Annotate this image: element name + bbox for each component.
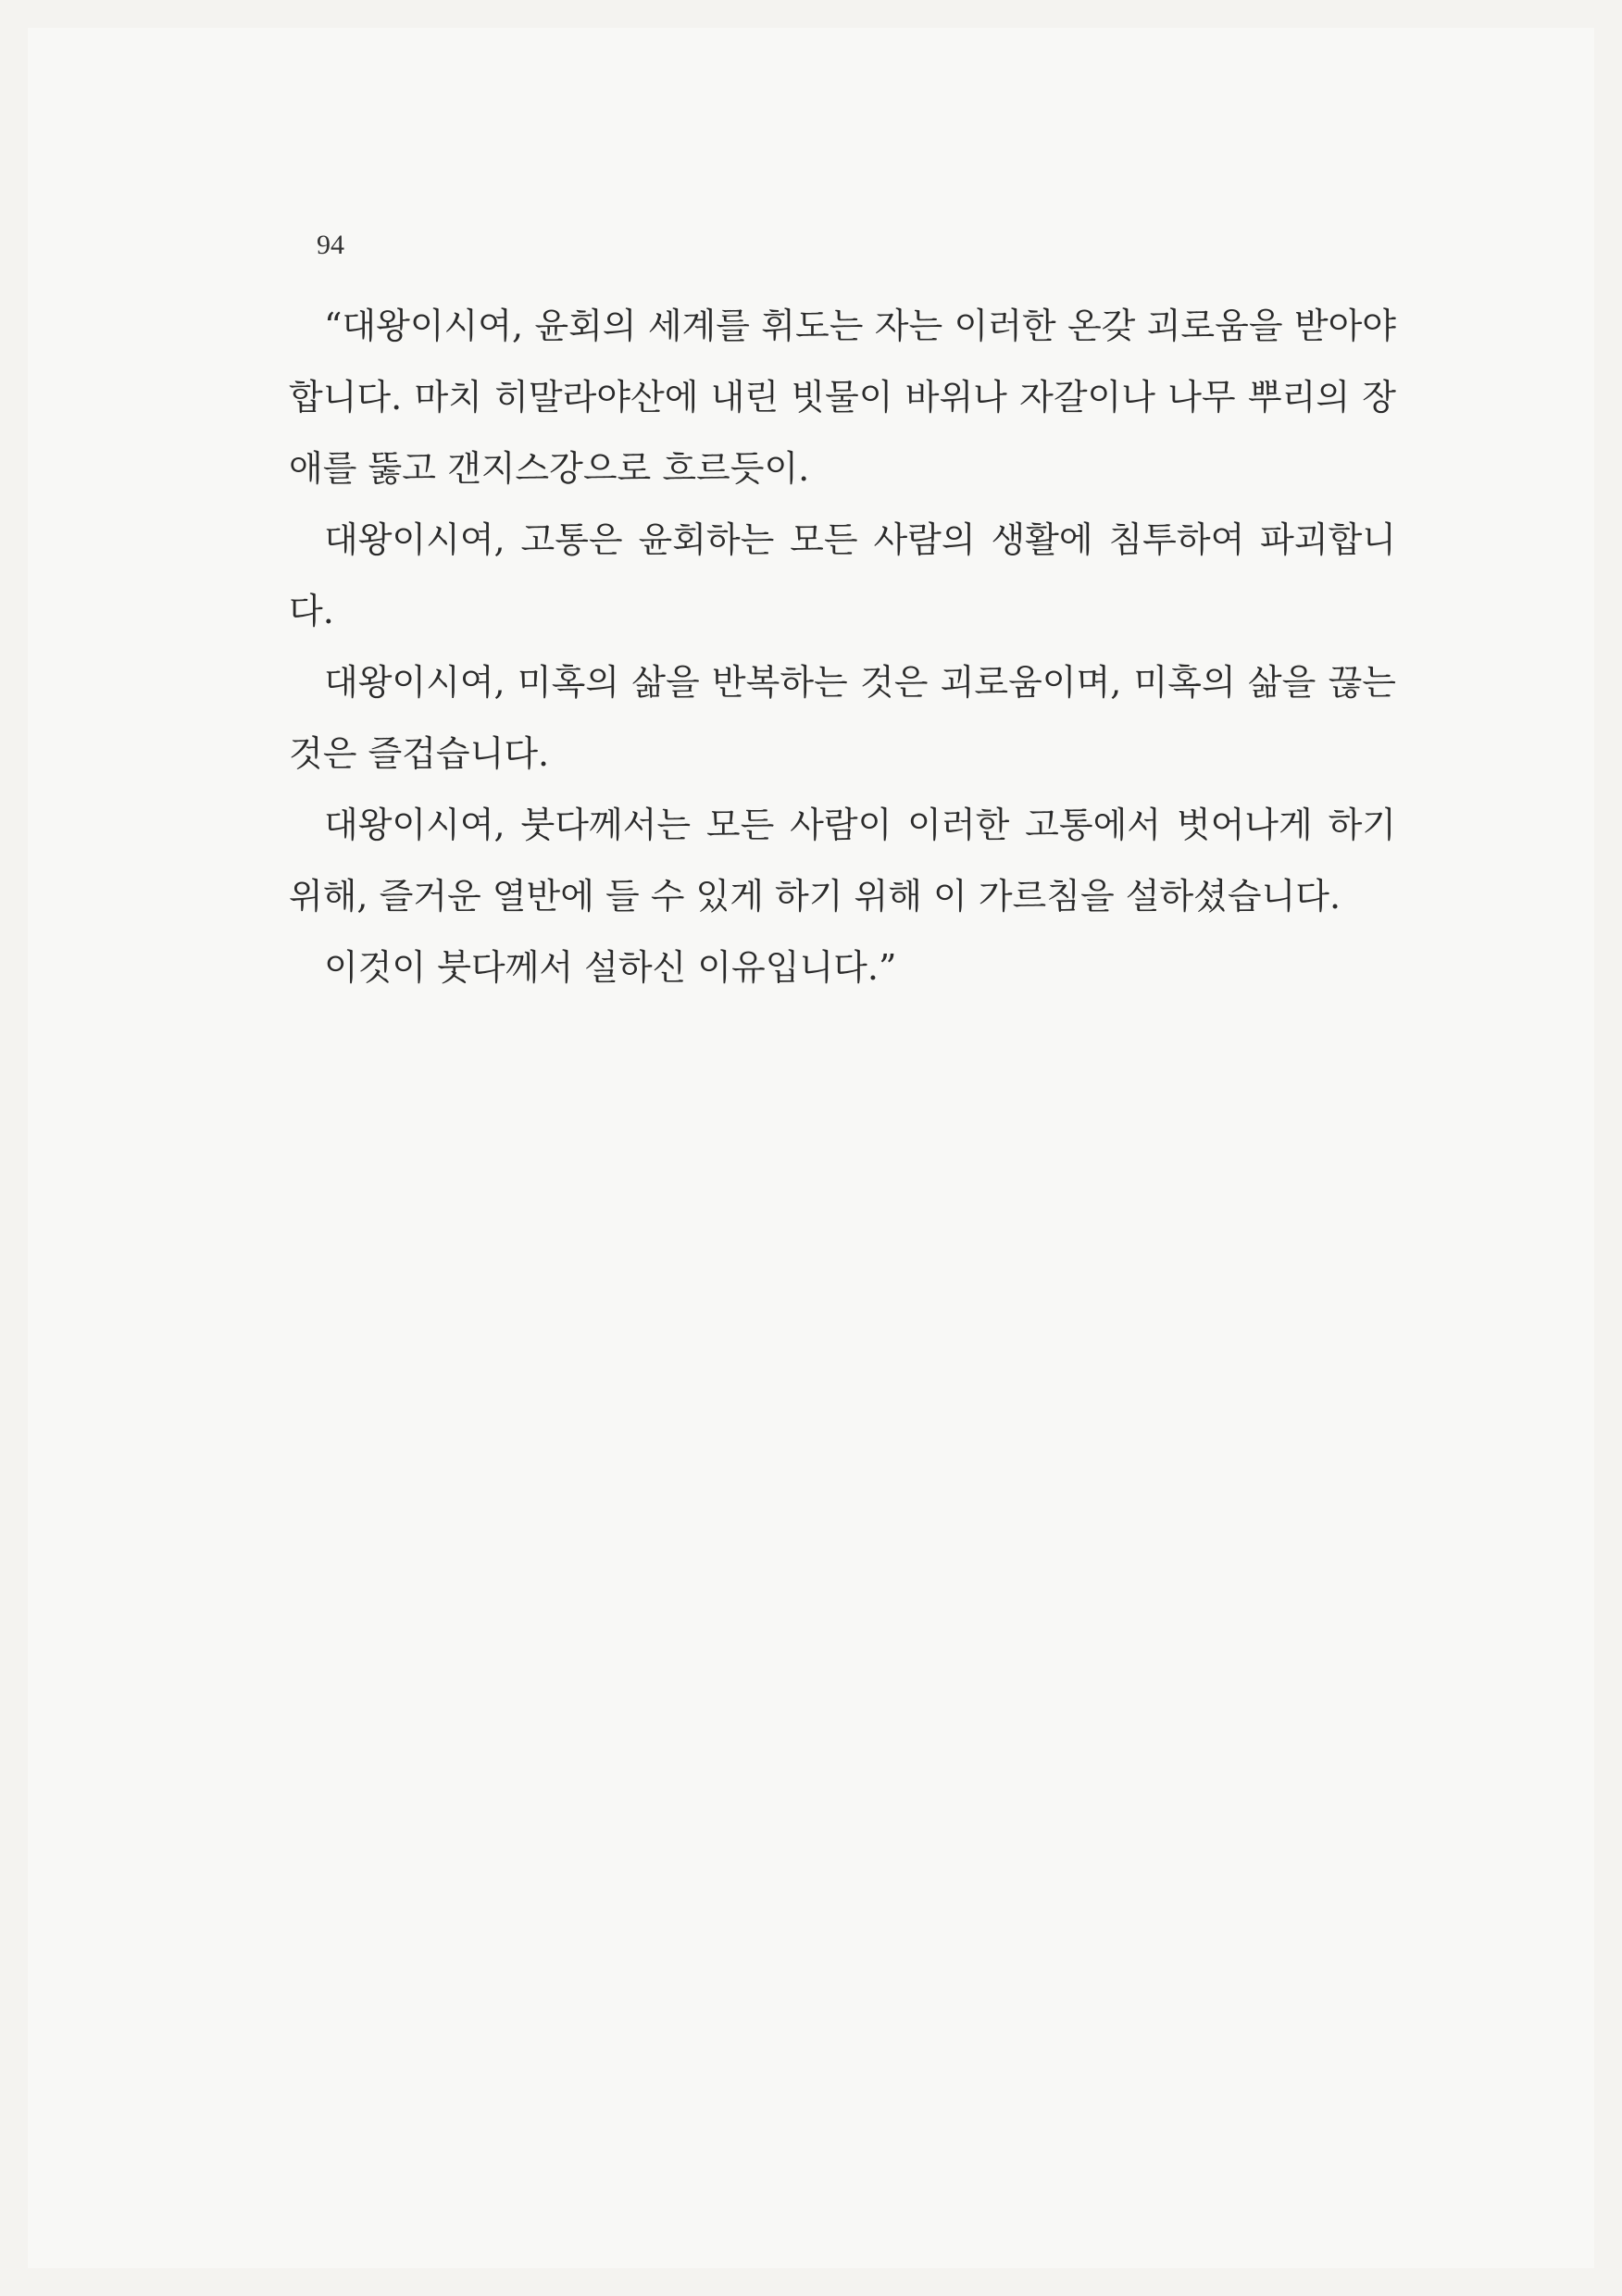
paragraph: 이것이 붓다께서 설하신 이유입니다.”	[324, 947, 897, 988]
paragraph: 대왕이시여, 붓다께서는 모든 사람이 이러한 고통에서 벗어나게 하기 위해, 즐거운 열반에 들 수 있게 하기 위해 이 가르침을 설하셨습니다.	[289, 805, 1396, 917]
page-number: 94	[317, 230, 344, 260]
paragraph: 대왕이시여, 미혹의 삶을 반복하는 것은 괴로움이며, 미혹의 삶을 끊는 것은 즐겁습니다.	[289, 662, 1396, 774]
body-text	[289, 291, 1396, 1004]
paragraph: 대왕이시여, 고통은 윤회하는 모든 사람의 생활에 침투하여 파괴합니다.	[289, 519, 1396, 631]
book-page	[28, 28, 1594, 2268]
paragraph: “대왕이시여, 윤회의 세계를 휘도는 자는 이러한 온갖 괴로움을 받아야 합니다. 마치 히말라야산에 내린 빗물이 바위나 자갈이나 나무 뿌리의 장애를 뚫고 갠지스강으로 흐르듯이.	[289, 306, 1396, 489]
